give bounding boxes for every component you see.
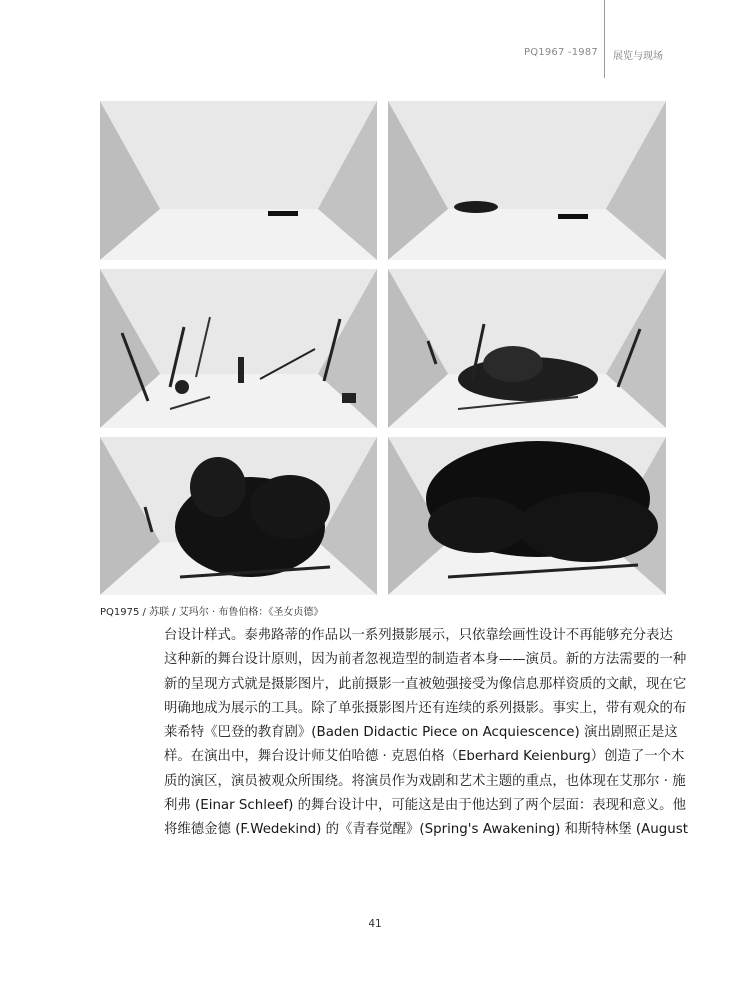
stage-photo-2: [388, 101, 666, 260]
running-title-right: 展览与现场: [613, 51, 663, 62]
text-line: 明确地成为展示的工具。除了单张摄影图片还有连续的系列摄影。事实上，带有观众的布: [164, 700, 687, 716]
figure-caption: PQ1975 / 苏联 / 艾玛尔 · 布鲁伯格：《圣女贞德》: [100, 607, 324, 618]
photo-grid: [100, 101, 666, 595]
page-number: 41: [368, 918, 382, 930]
header-divider: [604, 0, 605, 78]
stage-photo-6: [388, 437, 666, 595]
text-line: 新的呈现方式就是摄影图片，此前摄影一直被勉强接受为像信息那样资质的文献，现在它: [164, 676, 687, 692]
text-line: 台设计样式。泰弗路蒂的作品以一系列摄影展示，只依靠绘画性设计不再能够充分表达: [164, 628, 673, 643]
text-line: 样。在演出中，舞台设计师艾伯哈德 · 克恩伯格（Eberhard Keienburg）创造了一个木: [164, 749, 685, 765]
text-line: 质的演区，演员被观众所围绕。将演员作为戏剧和艺术主题的重点，也体现在艾那尔 · 施: [164, 773, 686, 789]
stage-photo-4: [388, 269, 666, 428]
stage-photo-3: [100, 269, 377, 428]
text-line: 这种新的舞台设计原则，因为前者忽视造型的制造者本身——演员。新的方法需要的一种: [164, 652, 687, 668]
text-line: 将维德金德 (F.Wedekind) 的《青春觉醒》(Spring's Awakening) 和斯特林堡 (August: [164, 822, 688, 838]
text-line: 莱希特《巴登的教育剧》(Baden Didactic Piece on Acquiescence) 演出剧照正是这: [164, 725, 678, 741]
stage-photo-5: [100, 437, 377, 595]
text-line: 利弗 (Einar Schleef) 的舞台设计中，可能这是由于他达到了两个层面：表现和意义。他: [164, 798, 686, 814]
body-paragraph: [164, 624, 688, 843]
running-title-left: PQ1967 -1987: [524, 47, 598, 58]
stage-photo-1: [100, 101, 377, 260]
